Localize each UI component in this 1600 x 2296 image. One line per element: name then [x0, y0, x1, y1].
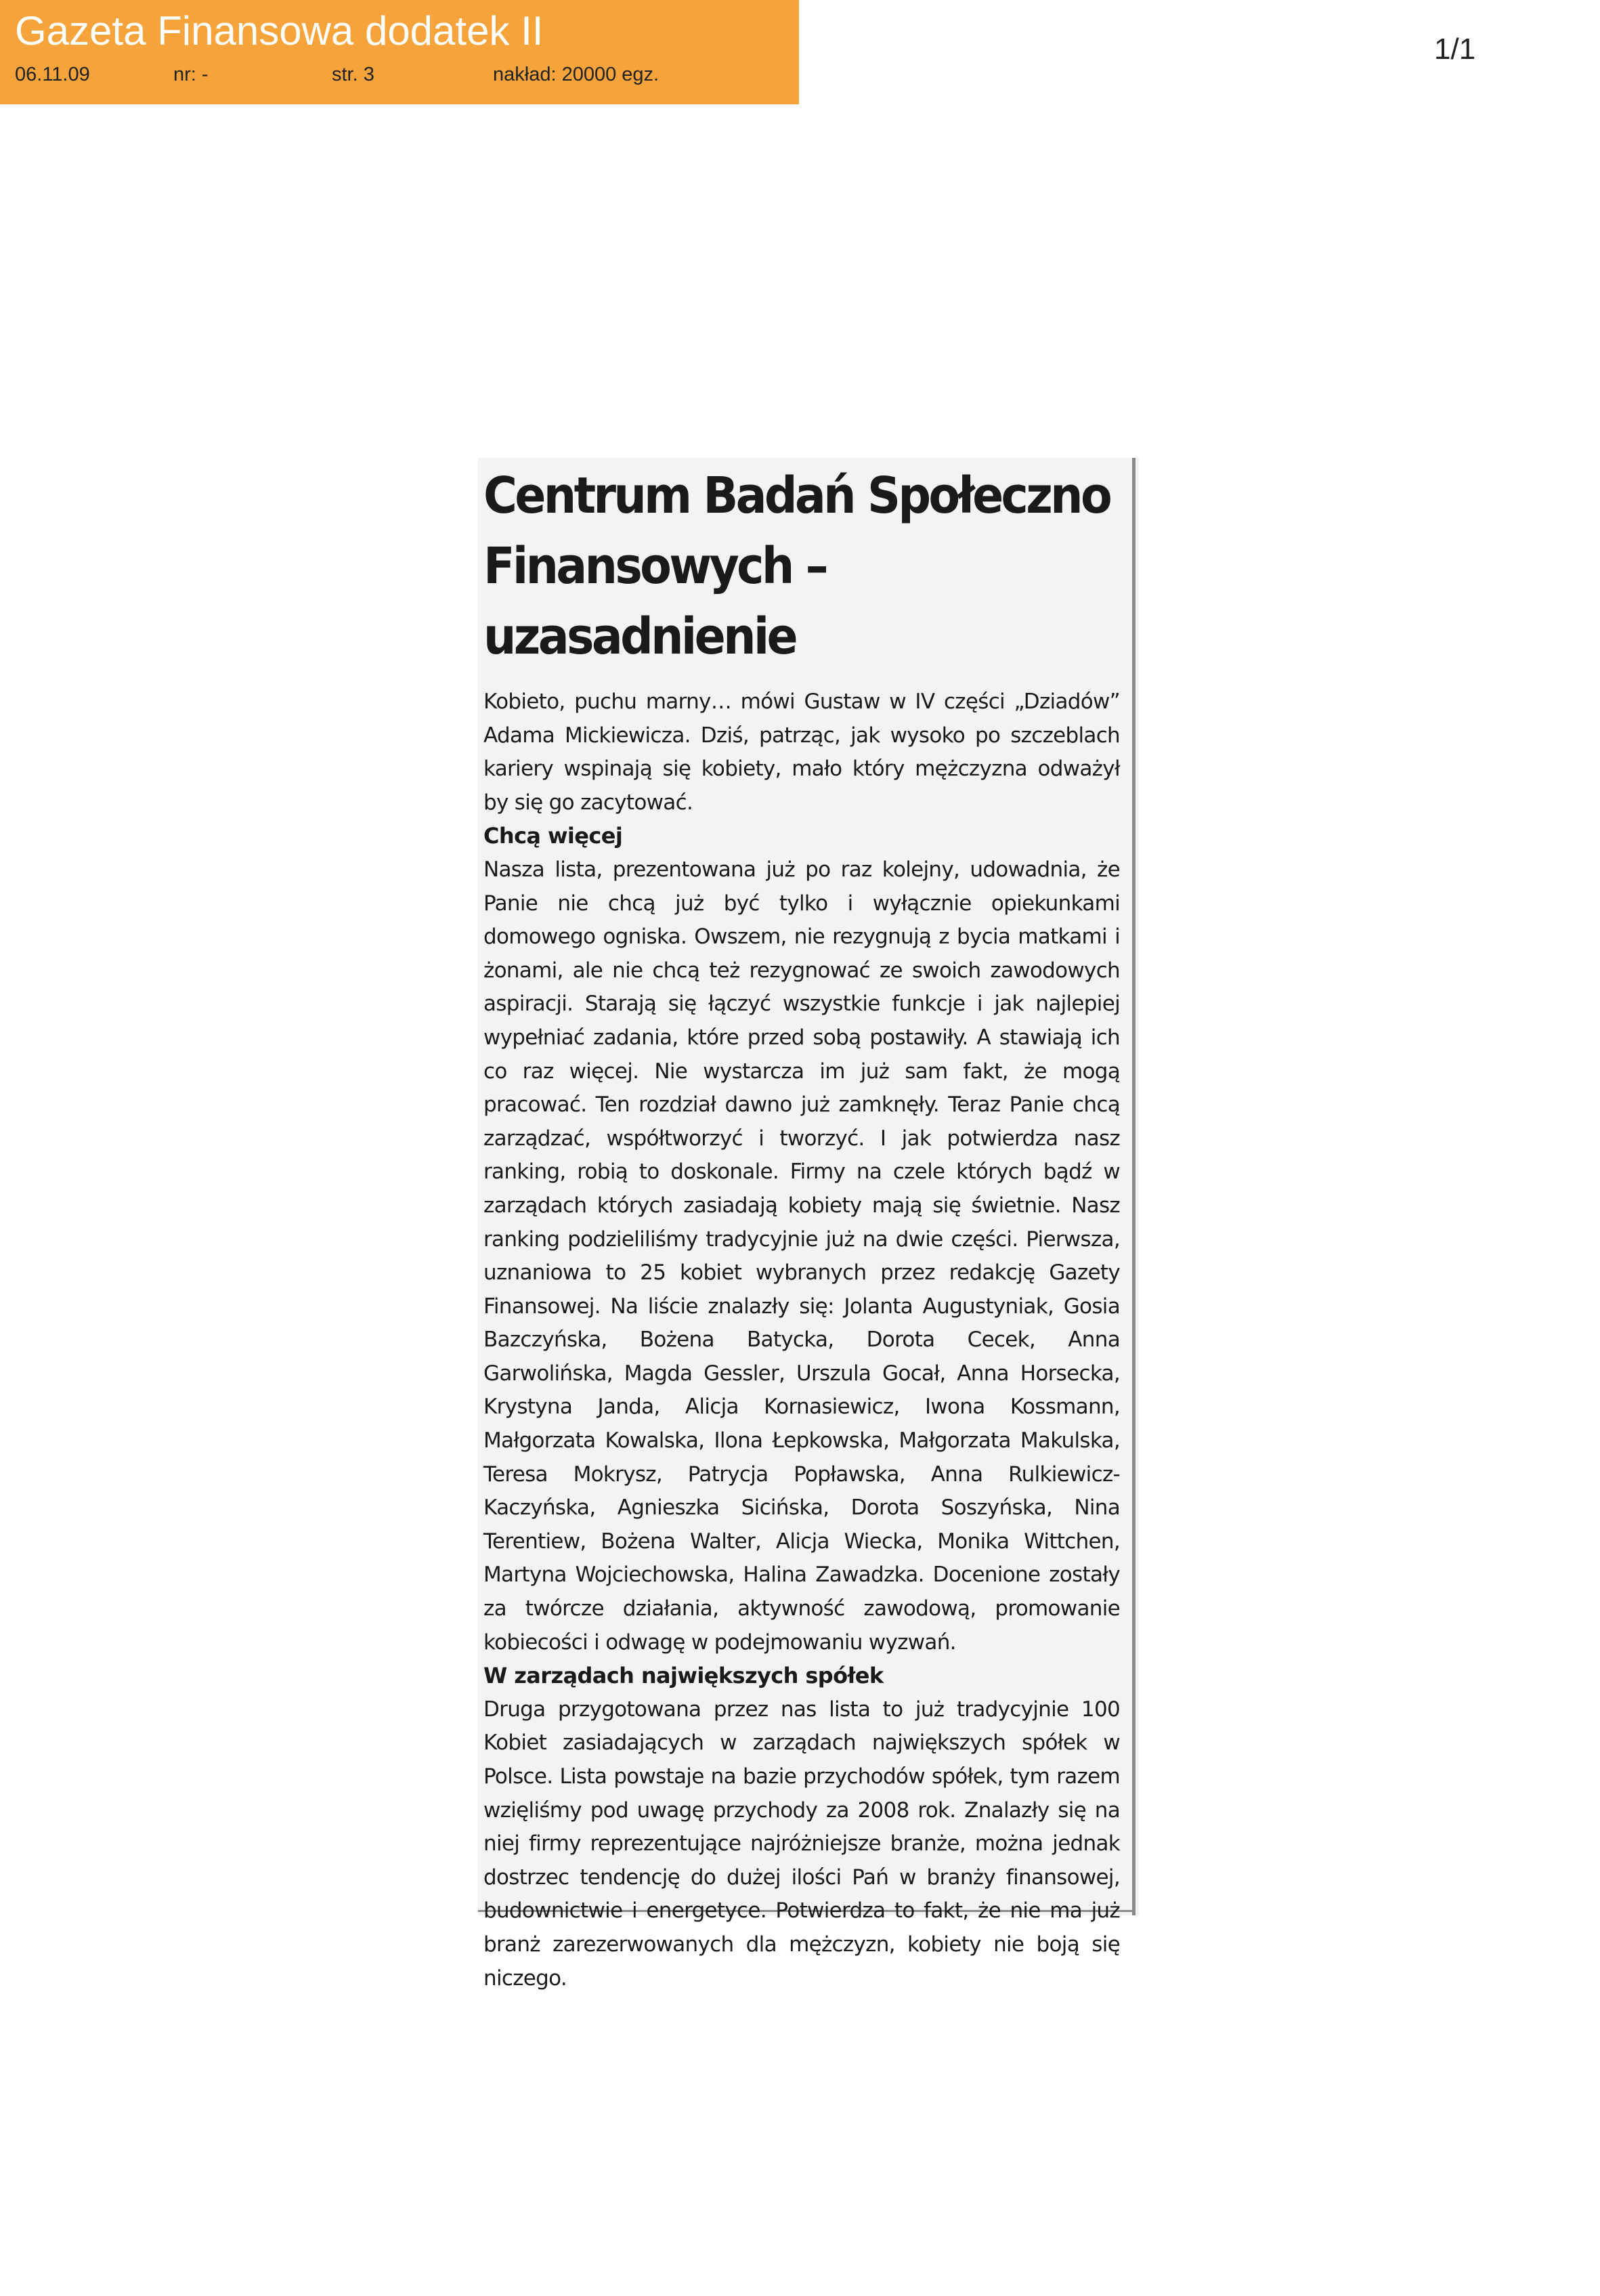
article-headline: Centrum Badań Społeczno Finansowych – uzasadnienie: [483, 467, 1110, 666]
page-count: 1/1: [1434, 33, 1476, 66]
issue-date: 06.11.09: [15, 64, 90, 85]
publication-title: Gazeta Finansowa dodatek II: [15, 8, 544, 54]
column-rule: [1132, 458, 1136, 1915]
issue-number: nr: -: [173, 64, 209, 85]
page-reference: str. 3: [332, 64, 374, 85]
section-body-zarzady: Druga przygotowana przez nas lista to już tradycyjnie 100 Kobiet zasiadających w zarządach największych spółek w Polsce. Lista powstaje na bazie przychodów spółek, tym razem wzięliśmy pod uwagę przychody za 2008 rok. Znalazły się na niej firmy reprezentujące najróżniejsze branże, można jednak dostrzec tendencję do dużej ilości Pań w branży finansowej, budownictwie i energetyce. Potwierdza to fakt, że nie ma już branż zarezerwowanych dla mężczyzn, kobiety nie boją się niczego.: [483, 1697, 1120, 1991]
section-heading-zarzady: W zarządach największych spółek: [483, 1663, 884, 1689]
section-heading-chca-wiecej: Chcą więcej: [483, 823, 623, 849]
article-lead: Kobieto, puchu marny… mówi Gustaw w IV części „Dziadów” Adama Mickiewicza. Dziś, patrząc, jak wysoko po szczeblach kariery wspinają się kobiety, mało który mężczyzna odważył by się go zacytować.: [483, 689, 1120, 815]
section-body-chca-wiecej: Nasza lista, prezentowana już po raz kolejny, udowadnia, że Panie nie chcą już być tylko i wyłącznie opiekunkami domowego ogniska. Owszem, nie rezygnują z bycia matkami i żonami, ale nie chcą też rezygnować ze swoich zawodowych aspiracji. Starają się łączyć wszystkie funkcje i jak najlepiej wypełniać zadania, które przed sobą postawiły. A stawiają ich co raz więcej. Nie wystarcza im już sam fakt, że mogą pracować. Ten rozdział dawno już zamknęły. Teraz Panie chcą zarządzać, współtworzyć i tworzyć. I jak potwierdza nasz ranking, robią to doskonale. Firmy na czele których bądź w zarządach których zasiadają kobiety mają się świetnie. Nasz ranking podzieliliśmy tradycyjnie już na dwie części. Pierwsza, uznaniowa to 25 kobiet wybranych przez redakcję Gazety Finansowej. Na liście znalazły się: Jolanta Augustyniak, Gosia Bazczyńska, Bożena Batycka, Dorota Cecek, Anna Garwolińska, Magda Gessler, Urszula Gocał, Anna Horsecka, Krystyna Janda, Alicja Kornasiewicz, Iwona Kossmann, Małgorzata Kowalska, Ilona Łepkowska, Małgorzata Makulska, Teresa Mokrysz, Patrycja Popławska, Anna Rulkiewicz-Kaczyńska, Agnieszka Sicińska, Dorota Soszyńska, Nina Terentiew, Bożena Walter, Alicja Wiecka, Monika Wittchen, Martyna Wojciechowska, Halina Zawadzka. Docenione zostały za twórcze działania, aktywność zawodową, promowanie kobiecości i odwagę w podejmowaniu wyzwań.: [483, 857, 1120, 1655]
circulation: nakład: 20000 egz.: [493, 64, 660, 85]
article: [483, 461, 1120, 1995]
publication-header: [0, 0, 799, 104]
